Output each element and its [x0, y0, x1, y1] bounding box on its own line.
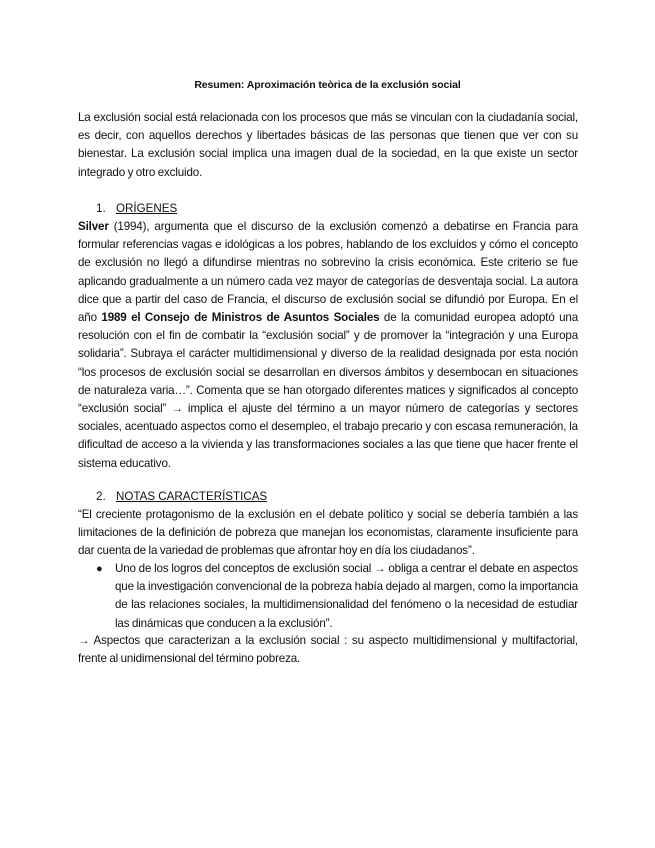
bullet-item: [96, 560, 578, 633]
notas-quote-paragraph: “El creciente protagonismo de la exclusión en el debate político y social se debería también a las limitaciones de la definición de pobreza que manejan los economistas, claramente insuficiente para dar cuenta de la variedad de problemas que afrontar hoy en día los ciudadanos”.: [78, 508, 578, 558]
section-title: NOTAS CARACTERÍSTICAS: [116, 490, 268, 503]
bullet-text: Uno de los logros del conceptos de exclusión social → obliga a centrar el debate en aspectos que la investigación convencional de la pobreza había dejado al margen, como la importancia de las relaciones sociales, la multidimensionalidad del fenómeno o la necesidad de estudiar las dinámicas que conducen a la exclusión”.: [115, 562, 578, 630]
section-number: 1.: [96, 202, 106, 215]
closing-paragraph: → Aspectos que caracterizan a la exclusión social : su aspecto multidimensional y multifactorial, frente al unidimensional del término pobreza.: [78, 634, 578, 666]
author-name: Silver: [78, 220, 109, 233]
bullet-icon: ●: [96, 563, 103, 575]
document-title: Resumen: Aproximación teòrica de la exclusión social: [194, 79, 461, 91]
intro-paragraph: La exclusión social está relacionada con los procesos que más se vinculan con la ciudadanía social, es decir, con aquellos derechos y libertades básicas de las personas que tienen que ver con su bienestar. La exclusión social implica una imagen dual de la sociedad, en la que existe un sector integrado y otro excluido.: [78, 111, 578, 179]
section-heading-notas: [96, 488, 267, 506]
council-name: 1989 el Consejo de Ministros de Asuntos Sociales: [101, 311, 380, 325]
origenes-text-b: de la comunidad europea adoptó una resolución con el fin de combatir la “exclusión social” y de promover la “integración y una Europa solidaria”. Subraya el carácter multidimensional y diverso de la realidad designada por esta noción “los procesos de exclusión social se desarrollan en diversos ámbitos y desembocan en situaciones de naturaleza varia…”. Comenta que se han otorgado diferentes matices y significados al concepto “exclusión social” → implica el ajuste del término a un mayor número de categorías y sectores sociales, acentuado aspectos como el desempleo, el trabajo precario y con escasa remuneración, la dificultad de acceso a la vivienda y las transformaciones sociales a las que tiene que hacer frente el sistema educativo.: [78, 311, 578, 470]
origenes-paragraph: [78, 218, 578, 473]
section-number: 2.: [96, 490, 106, 503]
section-heading-origenes: [96, 200, 177, 218]
origenes-text-a: (1994), argumenta que el discurso de la exclusión comenzó a debatirse en Francia para formular referencias vagas e idológicas a los pobres, hablando de los excluidos y cómo el concepto de exclusión no llegó a difundirse mientras no sobrevino la crisis económica. Este criterio se fue aplicando gradualmente a un número cada vez mayor de categorías de desventaja social. La autora dice que a partir del caso de Francia, el discurso de exclusión social se difundió por Europa. En el año: [78, 220, 578, 325]
section-title: ORÍGENES: [116, 202, 178, 215]
